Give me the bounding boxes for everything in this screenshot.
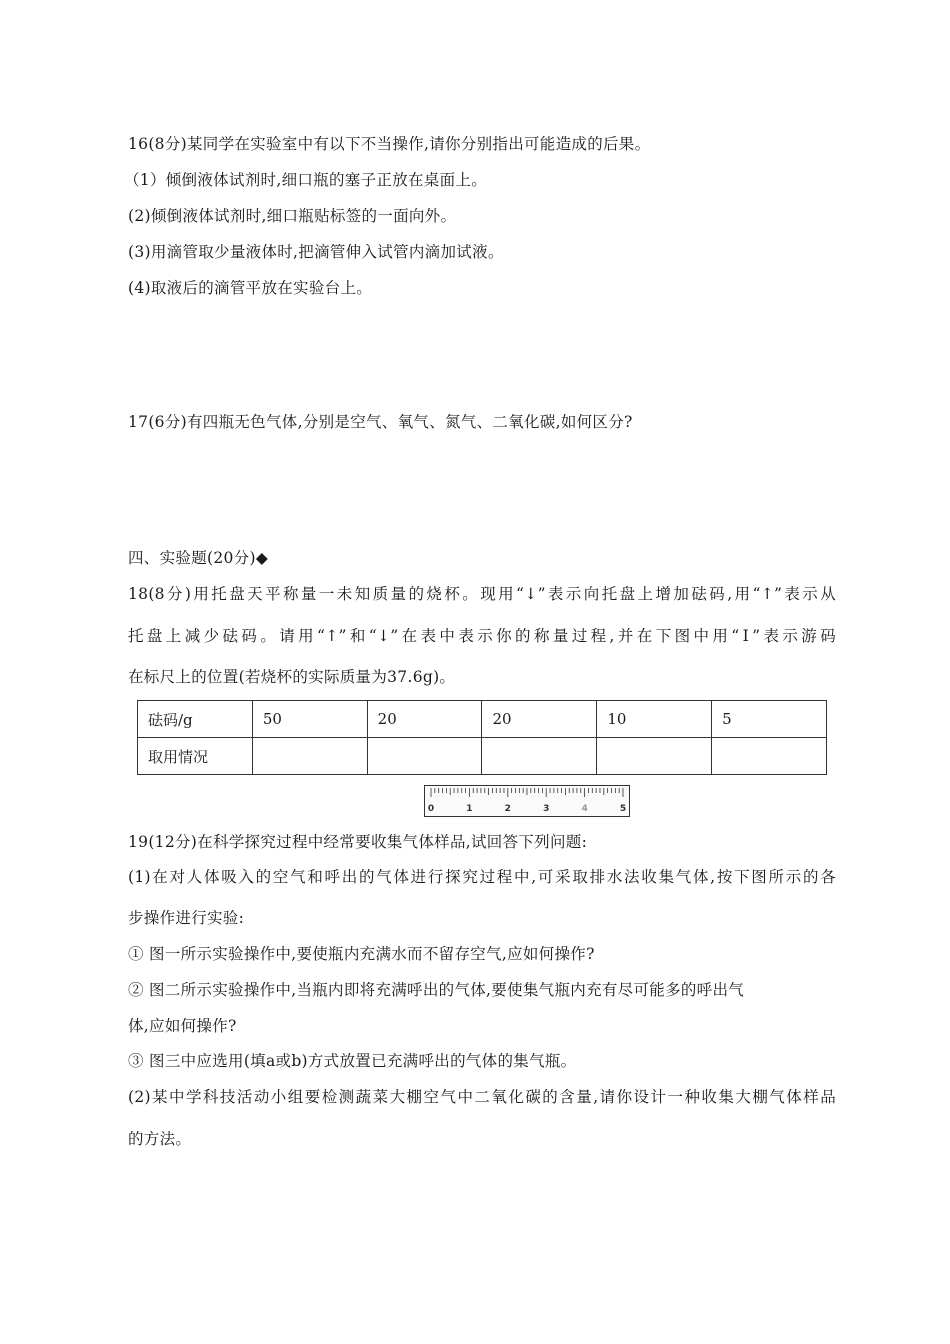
question-19-part-2-line-2: 的方法。 [128, 1130, 192, 1148]
question-18-line-1: 18(8分)用托盘天平称量一未知质量的烧杯。现用“↓”表示向托盘上增加砝码,用“↑”表示从 [128, 585, 836, 603]
table-row [138, 738, 827, 775]
weight-cell: 20 [482, 701, 597, 738]
question-19-sub-3: ③ 图三中应选用(填a或b)方式放置已充满呼出的气体的集气瓶。 [128, 1052, 577, 1070]
weights-table [137, 700, 827, 775]
table-row [138, 701, 827, 738]
question-19-sub-1: ① 图一所示实验操作中,要使瓶内充满水而不留存空气,应如何操作? [128, 945, 595, 963]
usage-header-label: 取用情况 [138, 738, 253, 775]
question-19-part-2-line-1: (2)某中学科技活动小组要检测蔬菜大棚空气中二氧化碳的含量,请你设计一种收集大棚气体样品 [128, 1088, 836, 1106]
question-17-title: 17(6分)有四瓶无色气体,分别是空气、氧气、氮气、二氧化碳,如何区分? [128, 413, 633, 431]
question-19-sub-2-line-2: 体,应如何操作? [128, 1017, 237, 1035]
question-19-sub-2-line-1: ② 图二所示实验操作中,当瓶内即将充满呼出的气体,要使集气瓶内充有尽可能多的呼出气 [128, 981, 745, 999]
ruler-label: 5 [619, 804, 627, 814]
question-19-title: 19(12分)在科学探究过程中经常要收集气体样品,试回答下列问题: [128, 833, 588, 851]
question-16-item-1: （1）倾倒液体试剂时,细口瓶的塞子正放在桌面上。 [124, 171, 487, 189]
ruler-label: 1 [466, 804, 473, 814]
ruler-label: 0 [427, 804, 435, 814]
section-4-title: 四、实验题(20分)◆ [128, 549, 269, 567]
ruler-label: 4 [581, 804, 588, 814]
answer-cell[interactable] [252, 738, 367, 775]
weight-cell: 10 [597, 701, 712, 738]
question-16-title: 16(8分)某同学在实验室中有以下不当操作,请你分别指出可能造成的后果。 [128, 135, 651, 153]
question-16-item-4: (4)取液后的滴管平放在实验台上。 [128, 279, 373, 297]
question-18-line-2: 托盘上减少砝码。请用“↑”和“↓”在表中表示你的称量过程,并在下图中用“Ⅰ”表示游码 [128, 627, 836, 645]
question-18-line-3: 在标尺上的位置(若烧杯的实际质量为37.6g)。 [128, 668, 456, 686]
answer-cell[interactable] [712, 738, 827, 775]
answer-cell[interactable] [367, 738, 482, 775]
balance-scale-ruler[interactable] [424, 785, 630, 817]
ruler-label: 3 [543, 804, 550, 814]
weight-cell: 5 [712, 701, 827, 738]
weight-cell: 50 [252, 701, 367, 738]
weights-header-label: 砝码/g [138, 701, 253, 738]
question-16-item-3: (3)用滴管取少量液体时,把滴管伸入试管内滴加试液。 [128, 243, 504, 261]
question-16-item-2: (2)倾倒液体试剂时,细口瓶贴标签的一面向外。 [128, 207, 457, 225]
weight-cell: 20 [367, 701, 482, 738]
question-19-part-1-line-1: (1)在对人体吸入的空气和呼出的气体进行探究过程中,可采取排水法收集气体,按下图所示的各 [128, 868, 836, 886]
answer-cell[interactable] [482, 738, 597, 775]
answer-cell[interactable] [597, 738, 712, 775]
ruler-label: 2 [504, 804, 511, 814]
question-19-part-1-line-2: 步操作进行实验: [128, 909, 245, 927]
